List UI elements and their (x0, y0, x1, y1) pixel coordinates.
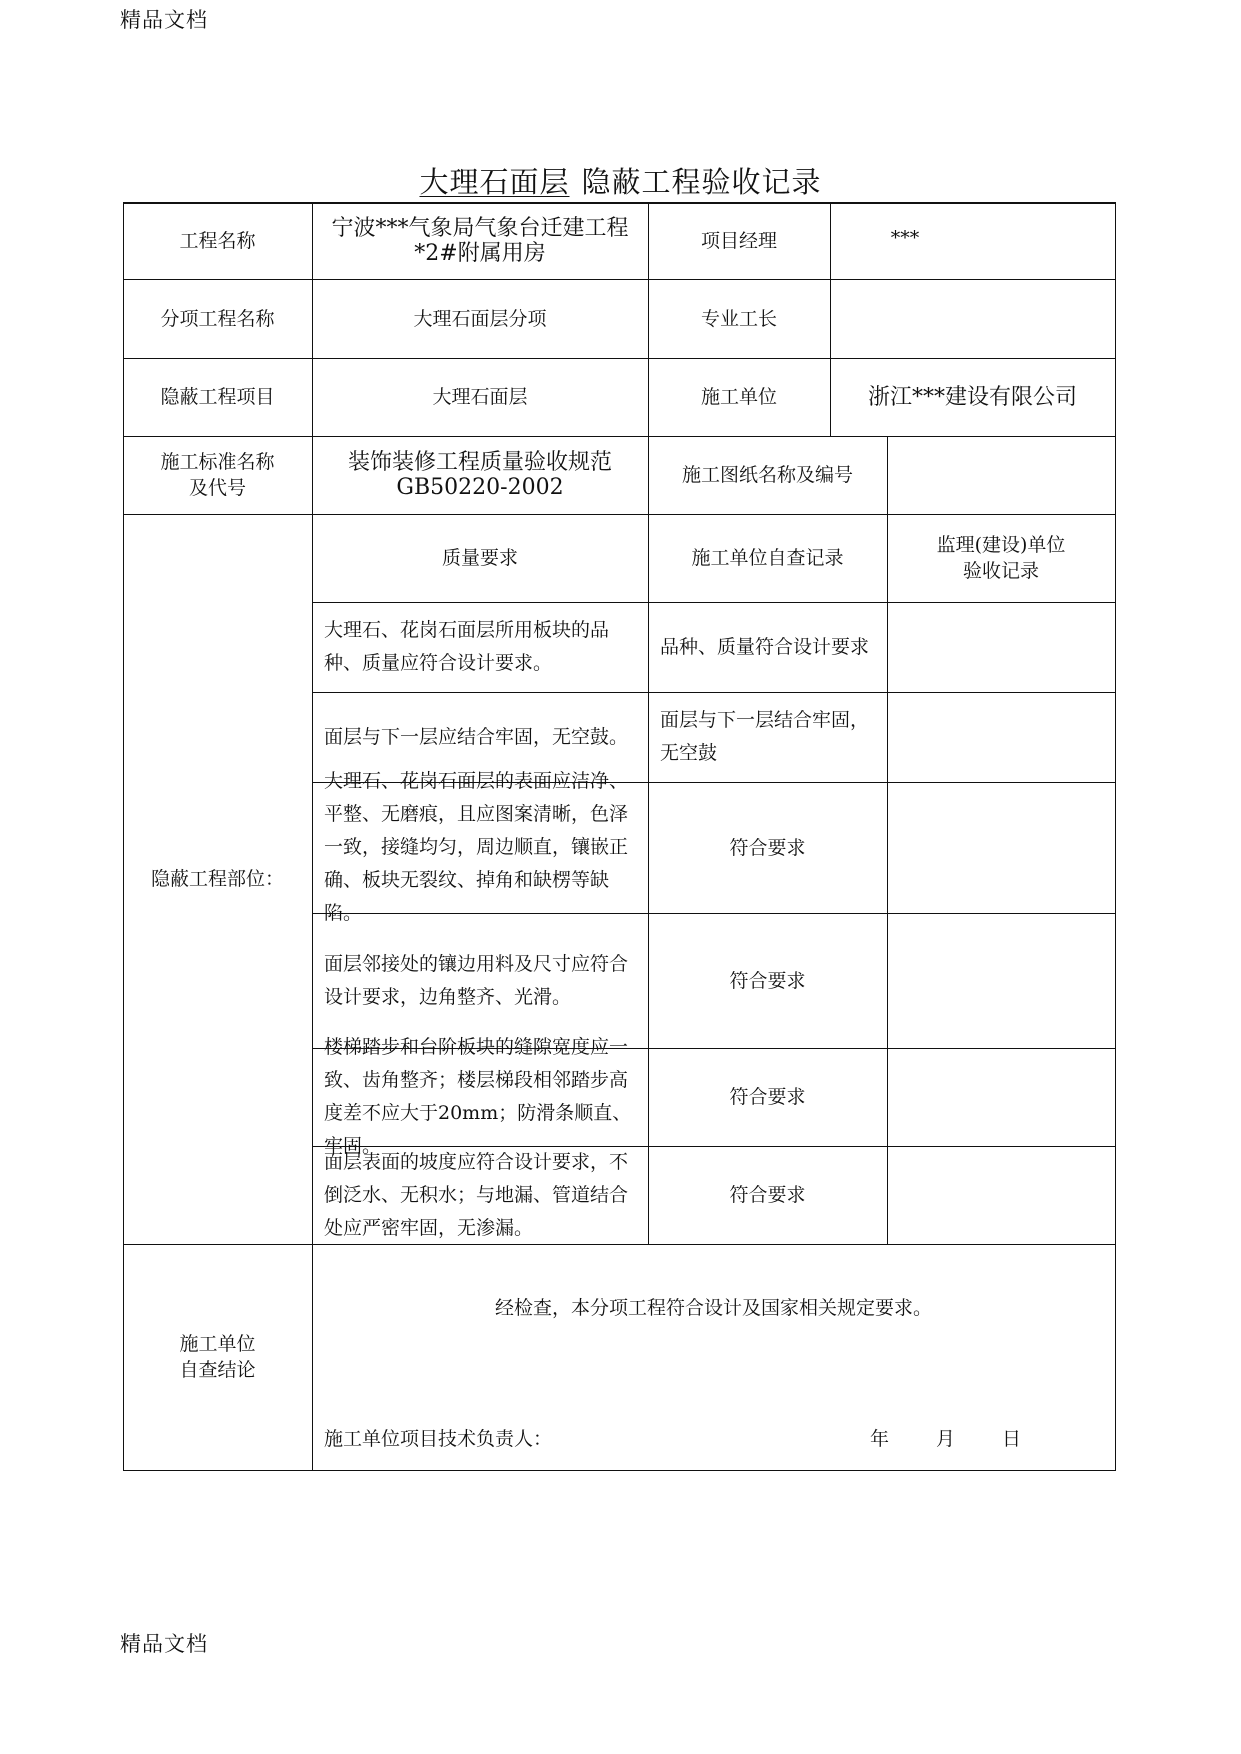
inspection-section-label: 隐蔽工程部位： (150, 868, 284, 890)
supervision-header-line2: 验收记录 (962, 560, 1039, 582)
document-title (0, 160, 1241, 201)
self-check-cell: 面层与下一层结合牢固，无空鼓 (660, 709, 870, 764)
contractor-value: 浙江***建设有限公司 (867, 384, 1077, 410)
self-check-cell: 符合要求 (729, 836, 806, 859)
project-name-label: 工程名称 (179, 229, 256, 252)
requirement-cell: 大理石、花岗石面层的表面应洁净、平整、无磨痕，且应图案清晰，色泽一致，接缝均匀，周边顺直，镶嵌正确、板块无裂纹、掉角和缺楞等缺陷。 (324, 770, 629, 924)
quality-requirement-header: 质量要求 (441, 547, 518, 569)
supervision-cell (887, 692, 1115, 782)
self-check-header: 施工单位自查记录 (691, 547, 844, 569)
conclusion-text: 经检查，本分项工程符合设计及国家相关规定要求。 (494, 1297, 932, 1319)
conclusion-label-line1: 施工单位 (179, 1333, 256, 1355)
conclusion-label-line2: 自查结论 (179, 1359, 256, 1381)
contractor-label: 施工单位 (700, 386, 777, 408)
supervision-cell (887, 1146, 1115, 1244)
self-check-cell: 符合要求 (729, 1086, 806, 1108)
standard-code: GB50220-2002 (396, 475, 564, 500)
standard-label (123, 436, 312, 514)
project-manager-value: *** (890, 227, 920, 249)
requirement-cell: 楼梯踏步和台阶板块的缝隙宽度应一致、齿角整齐；楼层梯段相邻踏步高度差不应大于20mm；防滑条顺直、牢固。 (324, 1036, 632, 1157)
date-month-label: 月 (936, 1428, 956, 1450)
title-record-name: 隐蔽工程验收记录 (581, 165, 822, 199)
standard-label-line1: 施工标准名称 (160, 451, 275, 473)
header-watermark: 精品文档 (120, 8, 208, 32)
signer-label: 施工单位项目技术负责人： (324, 1428, 553, 1450)
hidden-item-value: 大理石面层 (432, 386, 528, 408)
title-subject: 大理石面层 (419, 165, 570, 199)
date-day-label: 日 (1002, 1428, 1022, 1450)
self-check-cell: 符合要求 (729, 1184, 806, 1206)
foreman-label: 专业工长 (700, 307, 777, 330)
self-check-cell: 符合要求 (729, 969, 806, 992)
standard-label-line2: 及代号 (188, 477, 246, 499)
sub-project-name-label: 分项工程名称 (160, 307, 275, 330)
requirement-cell: 面层邻接处的镶边用料及尺寸应符合设计要求，边角整齐、光滑。 (324, 952, 629, 1008)
project-name-line1: 宁波***气象局气象台迁建工程 (331, 215, 629, 241)
requirement-cell: 大理石、花岗石面层所用板块的品种、质量应符合设计要求。 (324, 619, 610, 674)
hidden-item-label: 隐蔽工程项目 (160, 386, 275, 408)
self-check-cell: 品种、质量符合设计要求 (660, 636, 870, 658)
drawing-value (887, 436, 1115, 514)
supervision-cell (887, 1048, 1115, 1146)
requirement-cell: 面层表面的坡度应符合设计要求，不倒泛水、无积水；与地漏、管道结合处应严密牢固，无渗漏。 (324, 1150, 629, 1239)
conclusion-label (123, 1244, 312, 1470)
supervision-header (887, 514, 1115, 602)
signature-row (324, 1424, 1124, 1454)
footer-watermark: 精品文档 (120, 1632, 208, 1656)
supervision-cell (887, 913, 1115, 1048)
project-name-value (312, 202, 648, 279)
standard-value (312, 436, 648, 514)
drawing-label: 施工图纸名称及编号 (681, 464, 853, 486)
foreman-value (830, 279, 1115, 358)
date-year-label: 年 (870, 1428, 890, 1450)
sub-project-name-value: 大理石面层分项 (413, 307, 547, 330)
supervision-cell (887, 782, 1115, 913)
project-name-line2: *2#附属用房 (414, 240, 546, 266)
supervision-header-line1: 监理(建设)单位 (936, 534, 1066, 556)
requirement-cell: 面层与下一层应结合牢固，无空鼓。 (324, 725, 629, 748)
supervision-cell (887, 602, 1115, 692)
standard-name: 装饰装修工程质量验收规范 (347, 450, 612, 475)
project-manager-label: 项目经理 (700, 229, 777, 252)
